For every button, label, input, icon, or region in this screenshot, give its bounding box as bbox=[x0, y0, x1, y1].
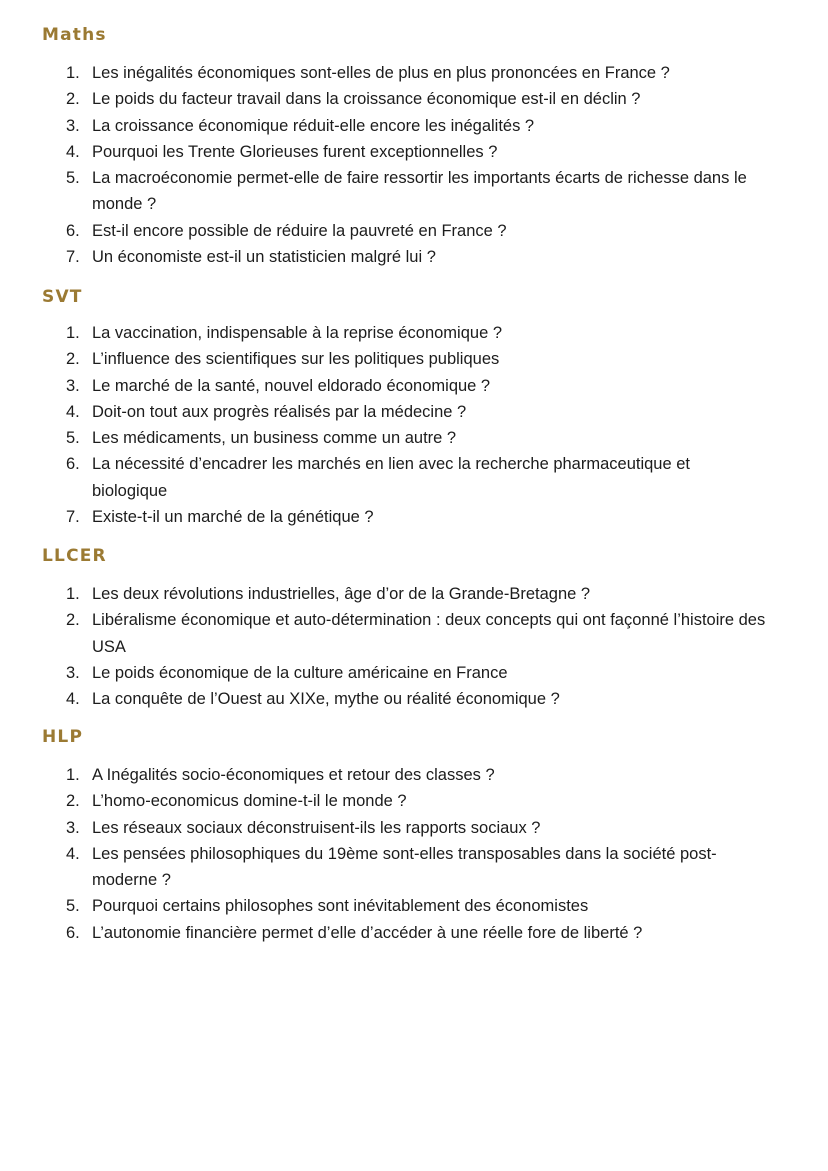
list-item bbox=[0, 60, 828, 86]
item-text: Libéralisme économique et auto-détermination : deux concepts qui ont façonné l’histoire des USA bbox=[92, 611, 766, 656]
item-number: 5. bbox=[66, 429, 80, 448]
list-item bbox=[0, 139, 828, 165]
item-text: Le poids du facteur travail dans la croissance économique est-il en déclin ? bbox=[92, 90, 641, 109]
item-text: Existe-t-il un marché de la génétique ? bbox=[92, 508, 374, 527]
list-item bbox=[0, 113, 828, 139]
item-text: La conquête de l’Ouest au XIXe, mythe ou réalité économique ? bbox=[92, 690, 560, 709]
item-number: 1. bbox=[66, 766, 80, 784]
list-item bbox=[0, 686, 828, 712]
item-text: Le marché de la santé, nouvel eldorado économique ? bbox=[92, 376, 491, 395]
item-text: La croissance économique réduit-elle encore les inégalités ? bbox=[92, 116, 535, 135]
section-heading-svt: SVT bbox=[42, 287, 83, 307]
question-list-hlp bbox=[0, 762, 828, 946]
item-text: Est-il encore possible de réduire la pauvreté en France ? bbox=[92, 221, 507, 240]
item-number: 6. bbox=[66, 923, 80, 942]
list-item bbox=[0, 762, 828, 788]
item-number: 4. bbox=[66, 142, 80, 161]
item-number: 3. bbox=[66, 663, 80, 682]
item-number: 6. bbox=[66, 455, 80, 474]
item-text: Pourquoi les Trente Glorieuses furent exceptionnelles ? bbox=[92, 142, 498, 161]
section-heading-llcer: LLCER bbox=[42, 546, 107, 566]
question-list-llcer bbox=[0, 581, 828, 712]
list-item bbox=[0, 320, 828, 346]
item-number: 1. bbox=[66, 585, 80, 603]
list-item bbox=[0, 425, 828, 451]
item-number: 2. bbox=[66, 90, 80, 109]
item-number: 2. bbox=[66, 611, 80, 630]
item-text: Pourquoi certains philosophes sont inévitablement des économistes bbox=[92, 897, 589, 916]
item-text: Le poids économique de la culture américaine en France bbox=[92, 663, 508, 682]
section-heading-maths: Maths bbox=[42, 25, 107, 45]
list-item bbox=[0, 451, 828, 504]
list-item bbox=[0, 920, 828, 946]
item-number: 4. bbox=[66, 402, 80, 421]
item-number: 1. bbox=[66, 324, 80, 342]
item-text: La macroéconomie permet-elle de faire ressortir les importants écarts de richesse dans le monde ? bbox=[92, 169, 747, 214]
item-text: Doit-on tout aux progrès réalisés par la médecine ? bbox=[92, 402, 467, 421]
item-number: 3. bbox=[66, 818, 80, 837]
item-text: La nécessité d’encadrer les marchés en lien avec la recherche pharmaceutique et biologique bbox=[92, 455, 691, 500]
list-item bbox=[0, 581, 828, 607]
item-text: A Inégalités socio-économiques et retour des classes ? bbox=[92, 766, 495, 784]
list-item bbox=[0, 399, 828, 425]
item-text: L’autonomie financière permet d’elle d’accéder à une réelle fore de liberté ? bbox=[92, 923, 643, 942]
list-item bbox=[0, 841, 828, 894]
item-number: 3. bbox=[66, 116, 80, 135]
item-number: 7. bbox=[66, 248, 80, 267]
item-text: L’influence des scientifiques sur les politiques publiques bbox=[92, 350, 500, 369]
list-item bbox=[0, 86, 828, 112]
item-text: Les réseaux sociaux déconstruisent-ils les rapports sociaux ? bbox=[92, 818, 541, 837]
item-number: 2. bbox=[66, 792, 80, 811]
item-number: 4. bbox=[66, 844, 80, 863]
list-item bbox=[0, 373, 828, 399]
item-text: Les deux révolutions industrielles, âge d’or de la Grande-Bretagne ? bbox=[92, 585, 591, 603]
item-text: Un économiste est-il un statisticien malgré lui ? bbox=[92, 248, 436, 267]
item-text: Les pensées philosophiques du 19ème sont-elles transposables dans la société post-moderne ? bbox=[92, 844, 717, 890]
list-item bbox=[0, 504, 828, 530]
item-number: 1. bbox=[66, 64, 80, 82]
item-number: 5. bbox=[66, 169, 80, 188]
item-text: Les médicaments, un business comme un autre ? bbox=[92, 429, 457, 448]
item-text: L’homo-economicus domine-t-il le monde ? bbox=[92, 792, 407, 811]
item-number: 6. bbox=[66, 221, 80, 240]
item-number: 5. bbox=[66, 897, 80, 916]
list-item bbox=[0, 607, 828, 660]
list-item bbox=[0, 165, 828, 218]
list-item bbox=[0, 660, 828, 686]
item-text: Les inégalités économiques sont-elles de plus en plus prononcées en France ? bbox=[92, 64, 670, 82]
item-number: 2. bbox=[66, 350, 80, 369]
item-number: 7. bbox=[66, 508, 80, 527]
list-item bbox=[0, 346, 828, 372]
question-list-maths bbox=[0, 60, 828, 270]
list-item bbox=[0, 788, 828, 814]
item-text: La vaccination, indispensable à la reprise économique ? bbox=[92, 324, 503, 342]
list-item bbox=[0, 815, 828, 841]
question-list-svt bbox=[0, 320, 828, 530]
list-item bbox=[0, 244, 828, 270]
item-number: 3. bbox=[66, 376, 80, 395]
list-item bbox=[0, 893, 828, 919]
section-heading-hlp: HLP bbox=[42, 727, 84, 747]
item-number: 4. bbox=[66, 690, 80, 709]
list-item bbox=[0, 218, 828, 244]
